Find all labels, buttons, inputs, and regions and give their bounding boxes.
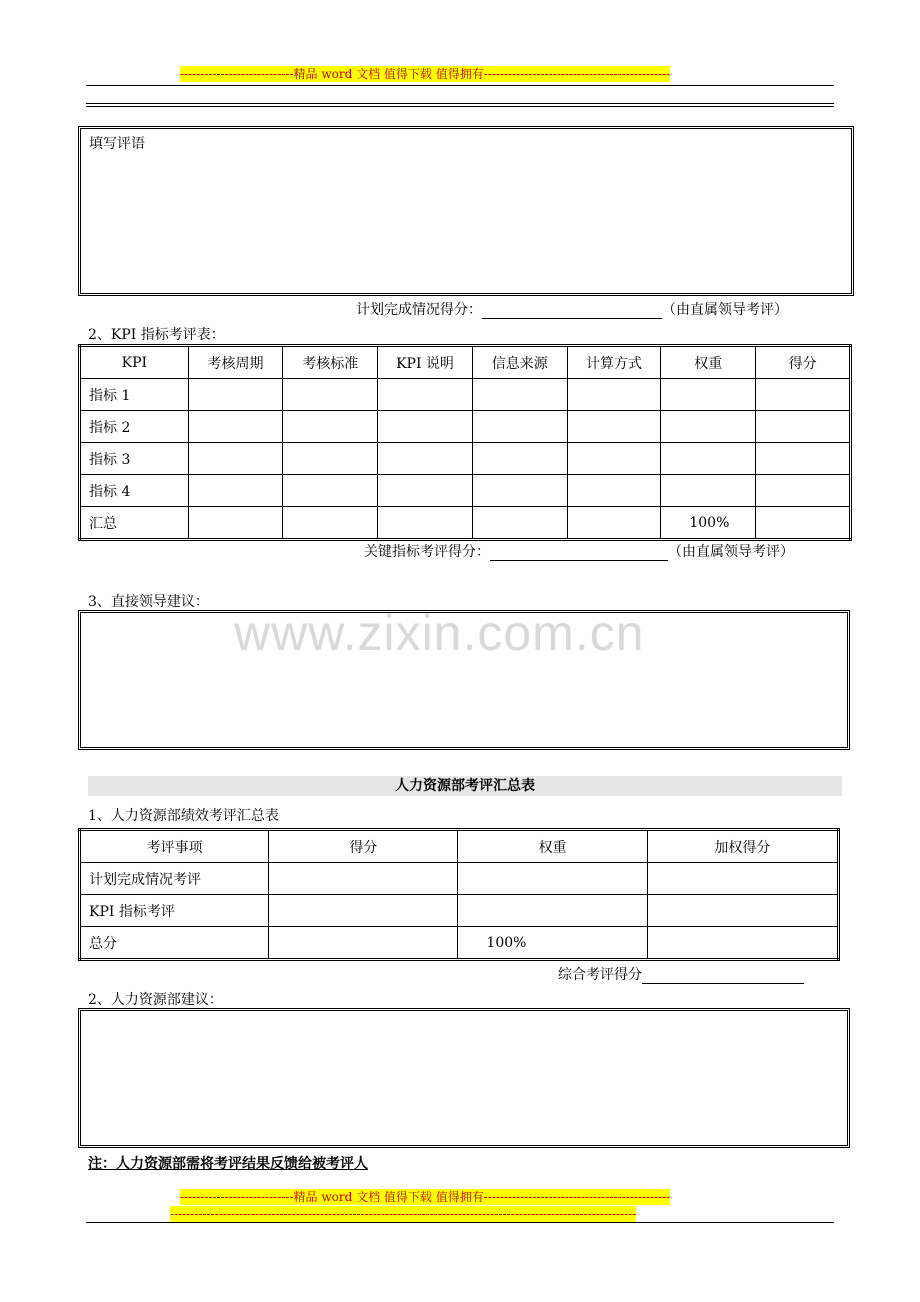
kpi-score-note: （由直属领导考评） bbox=[668, 544, 794, 560]
hr-summary-row bbox=[80, 895, 839, 927]
kpi-header-cell: 得分 bbox=[756, 346, 851, 379]
kpi-score-label: 关键指标考评得分： bbox=[364, 544, 490, 560]
kpi-row bbox=[80, 411, 851, 443]
kpi-cell[interactable] bbox=[756, 411, 851, 443]
header-rule-double-bottom bbox=[86, 106, 834, 107]
overall-score-label: 综合考评得分 bbox=[558, 967, 642, 983]
header-rule bbox=[86, 85, 834, 86]
kpi-cell[interactable] bbox=[661, 379, 756, 411]
kpi-row-label: 指标 2 bbox=[80, 411, 189, 443]
kpi-cell[interactable]: 100% bbox=[661, 507, 756, 540]
kpi-header-row bbox=[80, 346, 851, 379]
leader-title: 3、直接领导建议： bbox=[88, 594, 209, 610]
hr-summary-row-label: KPI 指标考评 bbox=[80, 895, 269, 927]
comments-box[interactable] bbox=[78, 126, 854, 296]
hr-summary-row bbox=[80, 927, 839, 960]
header-banner: ----------------------------精品 word 文档 值得下载 值得拥有---------------------------------------------- bbox=[180, 67, 671, 81]
kpi-cell[interactable] bbox=[283, 443, 378, 475]
hr-summary-cell[interactable]: 100% bbox=[458, 927, 647, 960]
kpi-cell[interactable] bbox=[283, 379, 378, 411]
plan-score-line bbox=[356, 299, 788, 319]
hr-summary-header-cell: 考评事项 bbox=[80, 830, 269, 863]
kpi-cell[interactable] bbox=[756, 379, 851, 411]
kpi-row bbox=[80, 443, 851, 475]
kpi-cell[interactable] bbox=[472, 411, 567, 443]
plan-score-note: （由直属领导考评） bbox=[662, 302, 788, 318]
kpi-cell[interactable] bbox=[567, 475, 661, 507]
hr-summary-cell[interactable] bbox=[269, 863, 458, 895]
kpi-cell[interactable] bbox=[567, 411, 661, 443]
hr-summary-cell[interactable] bbox=[458, 863, 647, 895]
kpi-cell[interactable] bbox=[756, 507, 851, 540]
hr-summary-cell[interactable] bbox=[269, 895, 458, 927]
hr-summary-row-label: 计划完成情况考评 bbox=[80, 863, 269, 895]
plan-score-label: 计划完成情况得分： bbox=[356, 302, 482, 318]
footer-banner: ----------------------------精品 word 文档 值得下载 值得拥有---------------------------------------------- bbox=[180, 1190, 671, 1204]
kpi-row-label: 指标 3 bbox=[80, 443, 189, 475]
kpi-cell[interactable] bbox=[378, 475, 473, 507]
overall-score-blank[interactable] bbox=[642, 968, 804, 984]
kpi-cell[interactable] bbox=[188, 443, 283, 475]
kpi-header-cell: 考核周期 bbox=[188, 346, 283, 379]
hr-summary-header-cell: 权重 bbox=[458, 830, 647, 863]
hr-suggest-title: 2、人力资源部建议： bbox=[88, 992, 223, 1008]
hr-summary-cell[interactable] bbox=[647, 863, 838, 895]
kpi-header-cell: KPI 说明 bbox=[378, 346, 473, 379]
kpi-cell[interactable] bbox=[567, 507, 661, 540]
kpi-row-label: 指标 1 bbox=[80, 379, 189, 411]
kpi-cell[interactable] bbox=[756, 475, 851, 507]
kpi-header-cell: KPI bbox=[80, 346, 189, 379]
kpi-cell[interactable] bbox=[567, 443, 661, 475]
kpi-cell[interactable] bbox=[188, 411, 283, 443]
kpi-cell[interactable] bbox=[283, 475, 378, 507]
header-rule-double-top bbox=[86, 103, 834, 104]
kpi-cell[interactable] bbox=[472, 475, 567, 507]
kpi-cell[interactable] bbox=[472, 507, 567, 540]
kpi-cell[interactable] bbox=[661, 475, 756, 507]
overall-score-line bbox=[558, 964, 804, 984]
hr-summary-cell[interactable] bbox=[269, 927, 458, 960]
hr-summary-table bbox=[78, 828, 840, 961]
kpi-cell[interactable] bbox=[188, 507, 283, 540]
kpi-row bbox=[80, 507, 851, 540]
hr-suggestion-box[interactable] bbox=[78, 1008, 850, 1148]
kpi-title: 2、KPI 指标考评表： bbox=[88, 327, 225, 343]
kpi-cell[interactable] bbox=[661, 411, 756, 443]
hr-summary-cell[interactable] bbox=[647, 927, 838, 960]
kpi-row bbox=[80, 379, 851, 411]
hr-note: 注：人力资源部需将考评结果反馈给被考评人 bbox=[88, 1156, 368, 1172]
hr-summary-header-cell: 得分 bbox=[269, 830, 458, 863]
kpi-row-label: 汇总 bbox=[80, 507, 189, 540]
kpi-cell[interactable] bbox=[756, 443, 851, 475]
kpi-cell[interactable] bbox=[378, 411, 473, 443]
comments-box-label: 填写评语 bbox=[89, 136, 145, 152]
kpi-table bbox=[78, 344, 852, 541]
hr-summary-cell[interactable] bbox=[458, 895, 647, 927]
kpi-cell[interactable] bbox=[188, 379, 283, 411]
kpi-cell[interactable] bbox=[472, 443, 567, 475]
kpi-header-cell: 信息来源 bbox=[472, 346, 567, 379]
kpi-cell[interactable] bbox=[188, 475, 283, 507]
hr-summary-header-row bbox=[80, 830, 839, 863]
kpi-header-cell: 权重 bbox=[661, 346, 756, 379]
kpi-cell[interactable] bbox=[378, 507, 473, 540]
hr-summary-header-cell: 加权得分 bbox=[647, 830, 838, 863]
watermark: www.zixin.com.cn bbox=[234, 605, 645, 661]
hr-summary-row-label: 总分 bbox=[80, 927, 269, 960]
hr-summary-cell[interactable] bbox=[647, 895, 838, 927]
kpi-score-blank[interactable] bbox=[490, 545, 668, 561]
hr-summary-row bbox=[80, 863, 839, 895]
plan-score-blank[interactable] bbox=[482, 303, 662, 319]
kpi-cell[interactable] bbox=[567, 379, 661, 411]
kpi-cell[interactable] bbox=[661, 443, 756, 475]
kpi-score-line bbox=[364, 541, 794, 561]
kpi-cell[interactable] bbox=[283, 507, 378, 540]
kpi-cell[interactable] bbox=[283, 411, 378, 443]
hr-summary-title: 1、人力资源部绩效考评汇总表 bbox=[88, 808, 279, 824]
kpi-header-cell: 计算方式 bbox=[567, 346, 661, 379]
kpi-cell[interactable] bbox=[378, 379, 473, 411]
kpi-cell[interactable] bbox=[472, 379, 567, 411]
footer-rule bbox=[86, 1222, 834, 1223]
kpi-row bbox=[80, 475, 851, 507]
hr-heading: 人力资源部考评汇总表 bbox=[88, 776, 842, 796]
kpi-header-cell: 考核标准 bbox=[283, 346, 378, 379]
kpi-cell[interactable] bbox=[378, 443, 473, 475]
kpi-row-label: 指标 4 bbox=[80, 475, 189, 507]
footer-dash-line: ------------------------------------------------------------------------------------------------------------------- bbox=[170, 1207, 637, 1221]
